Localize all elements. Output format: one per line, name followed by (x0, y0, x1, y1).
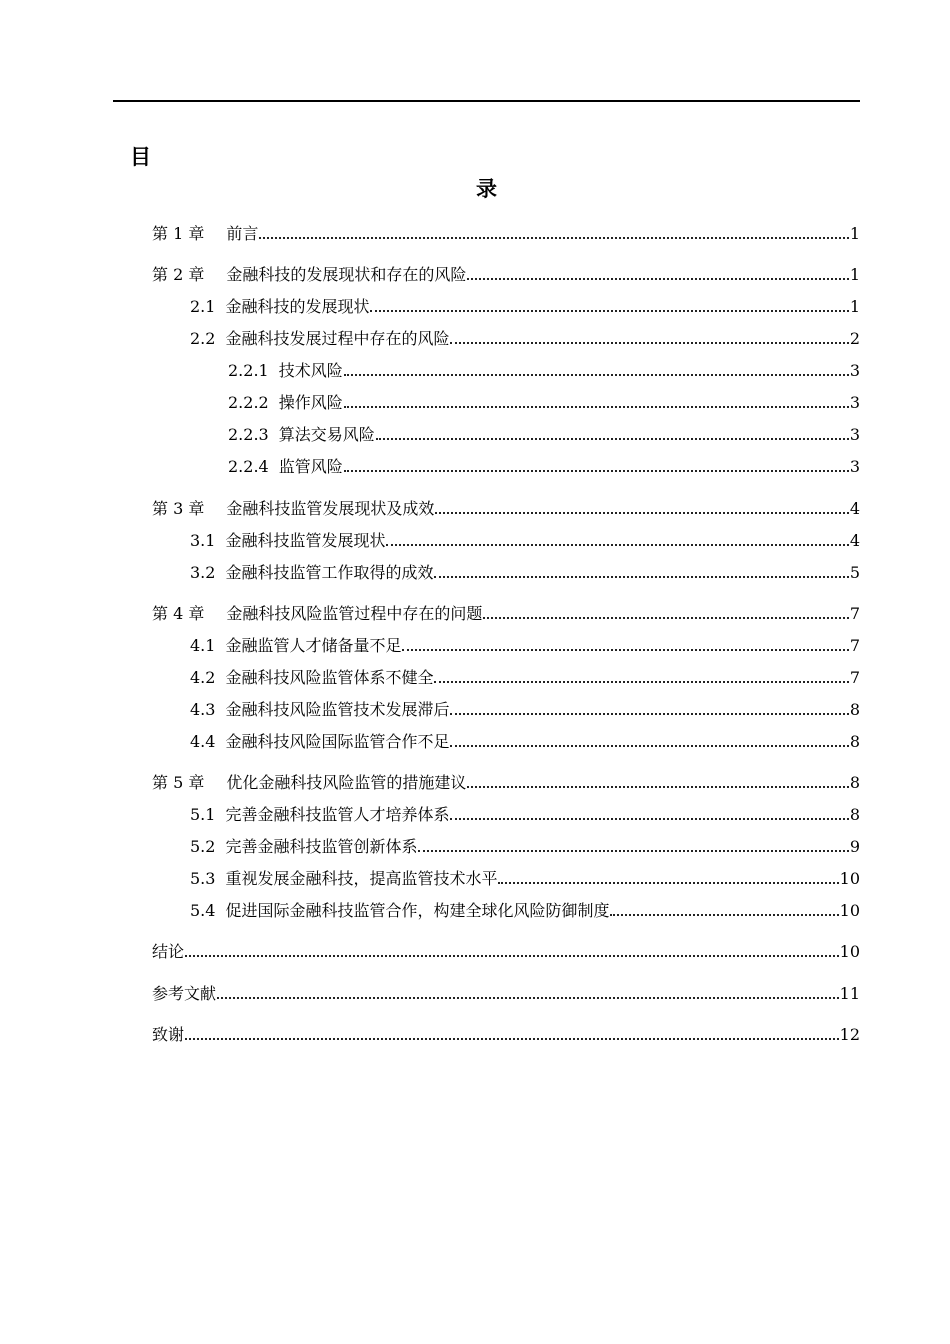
toc-entry-page: 3 (849, 425, 860, 444)
toc-dot-leader (450, 342, 848, 344)
toc-dot-leader (435, 512, 848, 514)
toc-entry-title: 结论 (152, 942, 185, 961)
toc-entry-page: 7 (849, 668, 860, 687)
toc-dot-leader (344, 470, 849, 472)
toc-entry-title: 金融科技监管发展现状 (225, 531, 386, 550)
toc-entry-number: 3.2 (190, 563, 216, 582)
toc-entry-number: 5.3 (190, 869, 216, 888)
toc-entry-references[interactable] (152, 982, 860, 1004)
toc-entry-page: 8 (849, 805, 860, 824)
toc-entry-title: 优化金融科技风险监管的措施建议 (226, 773, 467, 792)
toc-entry-ch1[interactable] (152, 222, 860, 244)
toc-entry-number: 5.2 (190, 837, 216, 856)
toc-entry-5-2[interactable] (190, 835, 860, 857)
toc-entry-2-2-3[interactable] (228, 423, 860, 445)
toc-entry-page: 7 (849, 636, 860, 655)
toc-entry-number: 4.1 (190, 636, 216, 655)
toc-entry-2-2[interactable] (190, 327, 860, 349)
toc-entry-title: 操作风险 (278, 393, 343, 412)
toc-entry-title: 促进国际金融科技监管合作，构建全球化风险防御制度 (225, 901, 610, 920)
toc-entry-page: 10 (839, 901, 860, 920)
toc-dot-leader (344, 374, 849, 376)
toc-dot-leader (376, 438, 849, 440)
toc-entry-title: 金融科技风险监管体系不健全 (225, 668, 434, 687)
toc-entry-page: 4 (849, 499, 860, 518)
toc-entry-title: 金融科技发展过程中存在的风险 (225, 329, 450, 348)
toc-entry-title: 参考文献 (152, 984, 217, 1003)
toc-entry-title: 金融科技风险监管技术发展滞后 (225, 700, 450, 719)
toc-dot-leader (434, 576, 848, 578)
toc-title-first-char: 目 (130, 145, 151, 169)
toc-entry-4-2[interactable] (190, 666, 860, 688)
toc-entry-2-2-2[interactable] (228, 391, 860, 413)
toc-entry-page: 2 (849, 329, 860, 348)
toc-entry-title: 前言 (226, 224, 259, 243)
toc-entry-title: 金融监管人才储备量不足 (225, 636, 402, 655)
toc-entry-title: 金融科技风险国际监管合作不足 (225, 732, 450, 751)
toc-dot-leader (386, 544, 848, 546)
toc-entry-title: 金融科技监管发展现状及成效 (226, 499, 435, 518)
toc-entry-page: 8 (849, 773, 860, 792)
toc-entry-page: 10 (839, 942, 860, 961)
toc-entry-ch5[interactable] (152, 771, 860, 793)
toc-entry-page: 8 (849, 700, 860, 719)
toc-entry-page: 10 (839, 869, 860, 888)
toc-dot-leader (434, 681, 848, 683)
toc-entry-number: 第 4 章 (152, 604, 205, 623)
toc-entry-4-4[interactable] (190, 730, 860, 752)
toc-dot-leader (450, 745, 848, 747)
toc-entry-number: 4.4 (190, 732, 216, 751)
toc-entry-2-2-1[interactable] (228, 359, 860, 381)
header-rule (113, 100, 860, 102)
toc-entry-number: 4.2 (190, 668, 216, 687)
toc-entry-page: 12 (839, 1025, 860, 1044)
toc-entry-2-2-4[interactable] (228, 455, 860, 477)
toc-dot-leader (217, 997, 839, 999)
toc-entry-conclusion[interactable] (152, 940, 860, 962)
toc-entry-page: 3 (849, 361, 860, 380)
toc-entry-number: 2.2.1 (228, 361, 269, 380)
toc-entry-5-4[interactable] (190, 899, 860, 921)
toc-entry-ch4[interactable] (152, 602, 860, 624)
toc-entry-page: 1 (849, 265, 860, 284)
toc-dot-leader (344, 406, 849, 408)
toc-entry-page: 3 (849, 457, 860, 476)
toc-entry-5-3[interactable] (190, 867, 860, 889)
toc-dot-leader (402, 649, 848, 651)
toc-dot-leader (498, 882, 838, 884)
toc-entry-page: 1 (849, 297, 860, 316)
toc-entry-page: 1 (849, 224, 860, 243)
toc-entry-number: 第 5 章 (152, 773, 205, 792)
toc-entry-page: 8 (849, 732, 860, 751)
toc-dot-leader (185, 1038, 839, 1040)
toc-entry-page: 5 (849, 563, 860, 582)
toc-dot-leader (610, 914, 838, 916)
toc-entry-number: 4.3 (190, 700, 216, 719)
toc-dot-leader (483, 617, 848, 619)
toc-dot-leader (467, 278, 848, 280)
toc-entry-number: 2.2 (190, 329, 216, 348)
toc-entry-page: 3 (849, 393, 860, 412)
toc-entry-number: 3.1 (190, 531, 216, 550)
toc-entry-title: 算法交易风险 (278, 425, 375, 444)
toc-dot-leader (450, 713, 848, 715)
toc-entry-number: 2.1 (190, 297, 216, 316)
toc-entry-2-1[interactable] (190, 295, 860, 317)
toc-entry-ch2[interactable] (152, 263, 860, 285)
toc-dot-leader (450, 818, 848, 820)
toc-entry-title: 技术风险 (278, 361, 343, 380)
toc-entry-4-1[interactable] (190, 634, 860, 656)
toc-dot-leader (467, 786, 848, 788)
toc-entry-title: 完善金融科技监管人才培养体系 (225, 805, 450, 824)
toc-entry-4-3[interactable] (190, 698, 860, 720)
toc-dot-leader (418, 850, 848, 852)
toc-entry-number: 第 1 章 (152, 224, 205, 243)
toc-entry-title: 完善金融科技监管创新体系 (225, 837, 418, 856)
toc-entry-title: 金融科技风险监管过程中存在的问题 (226, 604, 483, 623)
toc-entry-page: 11 (839, 984, 860, 1003)
toc-entry-number: 第 2 章 (152, 265, 205, 284)
toc-entry-title: 金融科技的发展现状 (225, 297, 370, 316)
toc-entry-number: 第 3 章 (152, 499, 205, 518)
toc-entry-acknowledgements[interactable] (152, 1023, 860, 1045)
toc-entry-title: 重视发展金融科技，提高监管技术水平 (225, 869, 498, 888)
toc-dot-leader (370, 310, 848, 312)
toc-entry-page: 4 (849, 531, 860, 550)
toc-dot-leader (185, 955, 839, 957)
toc-entry-number: 5.4 (190, 901, 216, 920)
toc-entry-5-1[interactable] (190, 803, 860, 825)
toc-entry-title: 致谢 (152, 1025, 185, 1044)
toc-title-second-char: 录 (476, 177, 497, 201)
toc-entry-title: 金融科技监管工作取得的成效 (225, 563, 434, 582)
toc-entry-title: 监管风险 (278, 457, 343, 476)
toc-entry-page: 7 (849, 604, 860, 623)
toc-entry-number: 5.1 (190, 805, 216, 824)
toc-dot-leader (259, 237, 848, 239)
toc-entry-page: 9 (849, 837, 860, 856)
toc-entry-ch3[interactable] (152, 497, 860, 519)
toc-entry-number: 2.2.2 (228, 393, 269, 412)
toc-entry-number: 2.2.4 (228, 457, 269, 476)
toc-entry-title: 金融科技的发展现状和存在的风险 (226, 265, 467, 284)
toc-entry-3-1[interactable] (190, 529, 860, 551)
toc-entry-3-2[interactable] (190, 561, 860, 583)
toc-entry-number: 2.2.3 (228, 425, 269, 444)
